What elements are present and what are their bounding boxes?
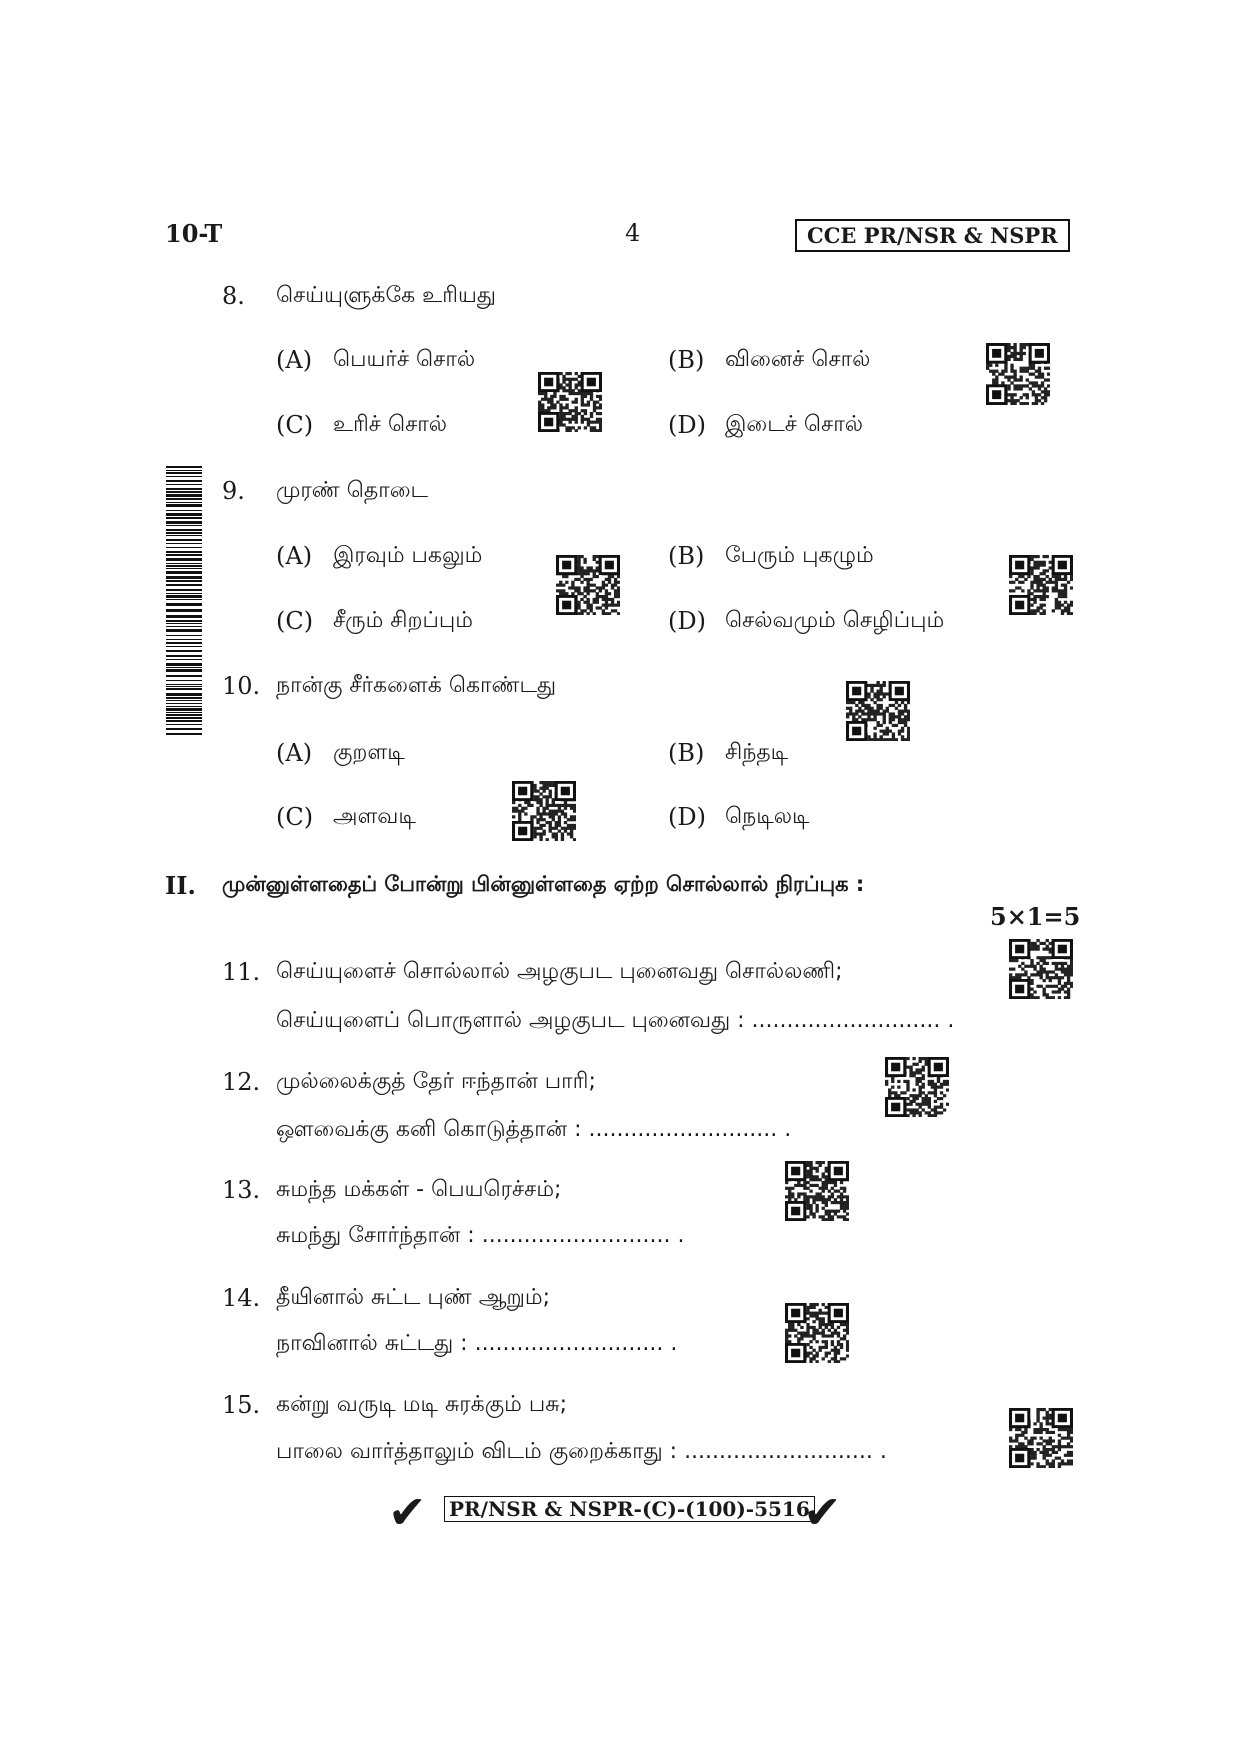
option-text: சிந்தடி — [725, 740, 789, 765]
option-text: இரவும் பகலும் — [333, 543, 483, 568]
question-line2: சுமந்து சோர்ந்தான் : ........................... . — [276, 1223, 685, 1248]
qr-code-icon — [556, 555, 620, 615]
section-marks: 5×1=5 — [990, 902, 1081, 931]
question-line1: கன்று வருடி மடி சுரக்கும் பசு; — [276, 1392, 567, 1417]
question-number: 15. — [222, 1391, 261, 1419]
question-line1: தீயினால் சுட்ட புண் ஆறும்; — [276, 1285, 551, 1310]
qr-code-icon — [512, 781, 576, 841]
option-text: செல்வமும் செழிப்பும் — [725, 608, 945, 633]
qr-code-icon — [885, 1057, 949, 1117]
question-text: நான்கு சீர்களைக் கொண்டது — [276, 673, 557, 698]
paper-code: 10-T — [165, 219, 223, 248]
check-mark-icon: ✔ — [803, 1485, 842, 1539]
option-text: இடைச் சொல் — [725, 412, 863, 437]
option-label: (A) — [276, 346, 313, 374]
qr-code-icon — [846, 681, 910, 741]
question-number: 10. — [222, 672, 261, 700]
qr-code-icon — [538, 372, 602, 432]
question-line1: முல்லைக்குத் தேர் ஈந்தான் பாரி; — [276, 1069, 596, 1094]
question-text: செய்யுளுக்கே உரியது — [276, 283, 496, 308]
option-text: உரிச் சொல் — [333, 412, 448, 437]
option-label: (A) — [276, 542, 313, 570]
question-line1: சுமந்த மக்கள் - பெயரெச்சம்; — [276, 1177, 562, 1202]
option-label: (B) — [668, 739, 705, 767]
option-label: (B) — [668, 346, 705, 374]
option-text: அளவடி — [333, 804, 416, 829]
option-text: நெடிலடி — [725, 804, 810, 829]
question-number: 8. — [222, 282, 245, 310]
option-label: (B) — [668, 542, 705, 570]
question-number: 13. — [222, 1176, 261, 1204]
question-number: 11. — [222, 958, 261, 986]
question-number: 9. — [222, 477, 245, 505]
question-line2: செய்யுளைப் பொருளால் அழகுபட புனைவது : ........................... . — [276, 1008, 955, 1033]
question-number: 12. — [222, 1068, 261, 1096]
option-label: (C) — [276, 411, 314, 439]
option-label: (D) — [668, 607, 706, 635]
option-label: (A) — [276, 739, 313, 767]
section-heading: முன்னுள்ளதைப் போன்று பின்னுள்ளதை ஏற்ற சொல்லால் நிரப்புக : — [222, 872, 865, 896]
option-label: (D) — [668, 803, 706, 831]
qr-code-icon — [785, 1303, 849, 1363]
question-line2: ஔவைக்கு கனி கொடுத்தான் : ........................... . — [276, 1117, 792, 1142]
question-line2: பாலை வார்த்தாலும் விடம் குறைக்காது : ........................... . — [276, 1439, 887, 1464]
barcode — [166, 466, 204, 736]
option-text: பெயர்ச் சொல் — [333, 347, 476, 372]
option-label: (C) — [276, 803, 314, 831]
question-text: முரண் தொடை — [276, 478, 429, 503]
option-text: பேரும் புகழும் — [725, 543, 874, 568]
qr-code-icon — [986, 343, 1050, 405]
qr-code-icon — [1009, 939, 1073, 999]
check-mark-icon: ✔ — [388, 1485, 427, 1539]
qr-code-icon — [785, 1161, 849, 1221]
qr-code-icon — [1009, 1408, 1073, 1468]
question-line1: செய்யுளைச் சொல்லால் அழகுபட புனைவது சொல்லணி; — [276, 959, 843, 984]
option-text: சீரும் சிறப்பும் — [333, 608, 473, 633]
page-number: 4 — [625, 219, 641, 247]
exam-tag: CCE PR/NSR & NSPR — [795, 219, 1070, 252]
option-text: வினைச் சொல் — [725, 347, 871, 372]
question-number: 14. — [222, 1284, 261, 1312]
qr-code-icon — [1009, 555, 1073, 615]
footer-code: PR/NSR & NSPR-(C)-(100)-5516 — [444, 1496, 815, 1522]
option-label: (C) — [276, 607, 314, 635]
option-text: குறளடி — [333, 740, 405, 765]
section-roman: II. — [165, 871, 196, 900]
question-line2: நாவினால் சுட்டது : ........................... . — [276, 1331, 678, 1356]
option-label: (D) — [668, 411, 706, 439]
